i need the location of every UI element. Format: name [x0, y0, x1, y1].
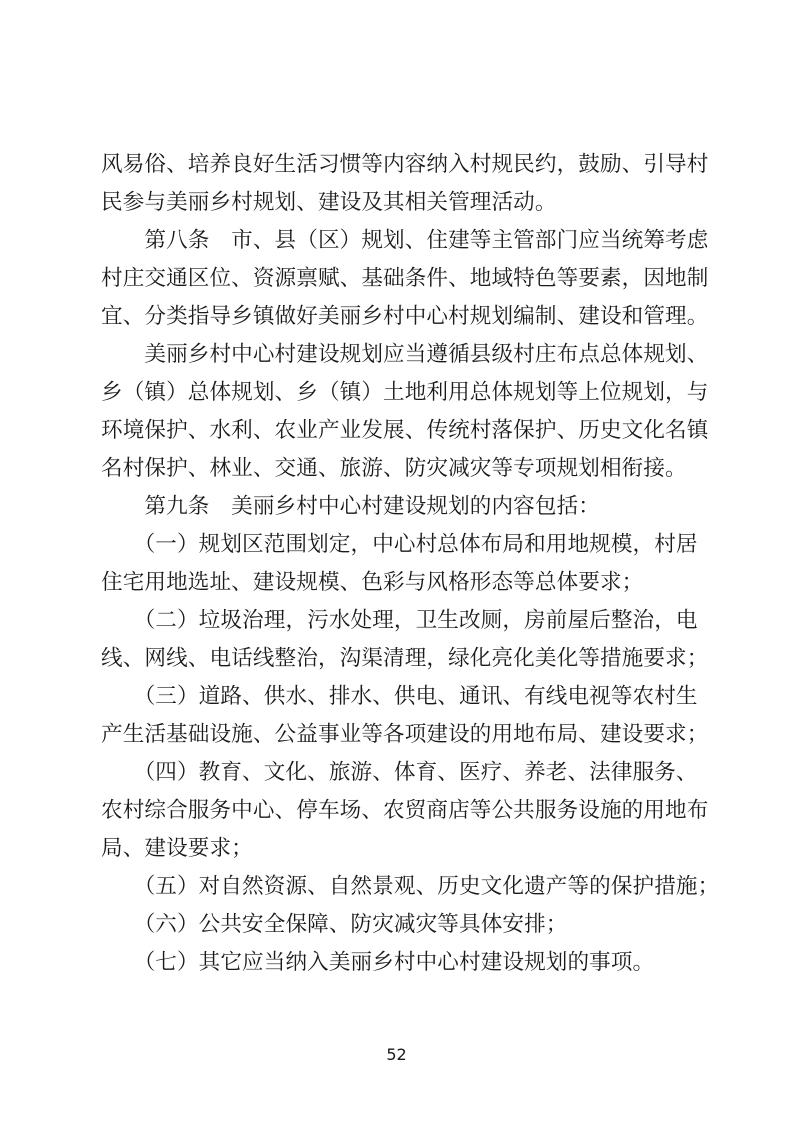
text-line: 乡（镇）总体规划、乡（镇）土地利用总体规划等上位规划，与: [101, 380, 709, 405]
text-line: （五）对自然资源、自然景观、历史文化遗产等的保护措施；: [101, 874, 720, 899]
text-line: 住宅用地选址、建设规模、色彩与风格形态等总体要求；: [101, 570, 644, 595]
text-line: （三）道路、供水、排水、供电、通讯、有线电视等农村生: [101, 684, 698, 709]
text-line: 产生活基础设施、公益事业等各项建设的用地布局、建设要求；: [101, 722, 709, 747]
text-line: 第九条 美丽乡村中心村建设规划的内容包括：: [101, 494, 600, 519]
text-line: （四）教育、文化、旅游、体育、医疗、养老、法律服务、: [101, 760, 698, 785]
text-line: 环境保护、水利、农业产业发展、传统村落保护、历史文化名镇: [101, 418, 709, 443]
text-line: 局、建设要求；: [101, 836, 253, 861]
text-line: 村庄交通区位、资源禀赋、基础条件、地域特色等要素，因地制: [101, 266, 709, 291]
text-line: （六）公共安全保障、防灾减灾等具体安排；: [101, 912, 568, 937]
text-line: 农村综合服务中心、停车场、农贸商店等公共服务设施的用地布: [101, 798, 709, 823]
text-line: （七）其它应当纳入美丽乡村中心村建设规划的事项。: [101, 950, 655, 975]
text-line: 风易俗、培养良好生活习惯等内容纳入村规民约，鼓励、引导村: [101, 152, 709, 177]
text-line: 线、网线、电话线整治，沟渠清理，绿化亮化美化等措施要求；: [101, 646, 709, 671]
text-line: 第八条 市、县（区）规划、住建等主管部门应当统筹考虑: [101, 228, 709, 253]
text-line: 宜、分类指导乡镇做好美丽乡村中心村规划编制、建设和管理。: [101, 304, 709, 329]
text-line: （二）垃圾治理，污水处理，卫生改厕，房前屋后整治，电: [101, 608, 698, 633]
text-line: （一）规划区范围划定，中心村总体布局和用地规模，村居: [101, 532, 698, 557]
text-line: 名村保护、林业、交通、旅游、防灾减灾等专项规划相衔接。: [101, 456, 687, 481]
page-number: 52: [386, 1045, 407, 1064]
text-line: 民参与美丽乡村规划、建设及其相关管理活动。: [101, 190, 557, 215]
text-line: 美丽乡村中心村建设规划应当遵循县级村庄布点总体规划、: [101, 342, 709, 367]
